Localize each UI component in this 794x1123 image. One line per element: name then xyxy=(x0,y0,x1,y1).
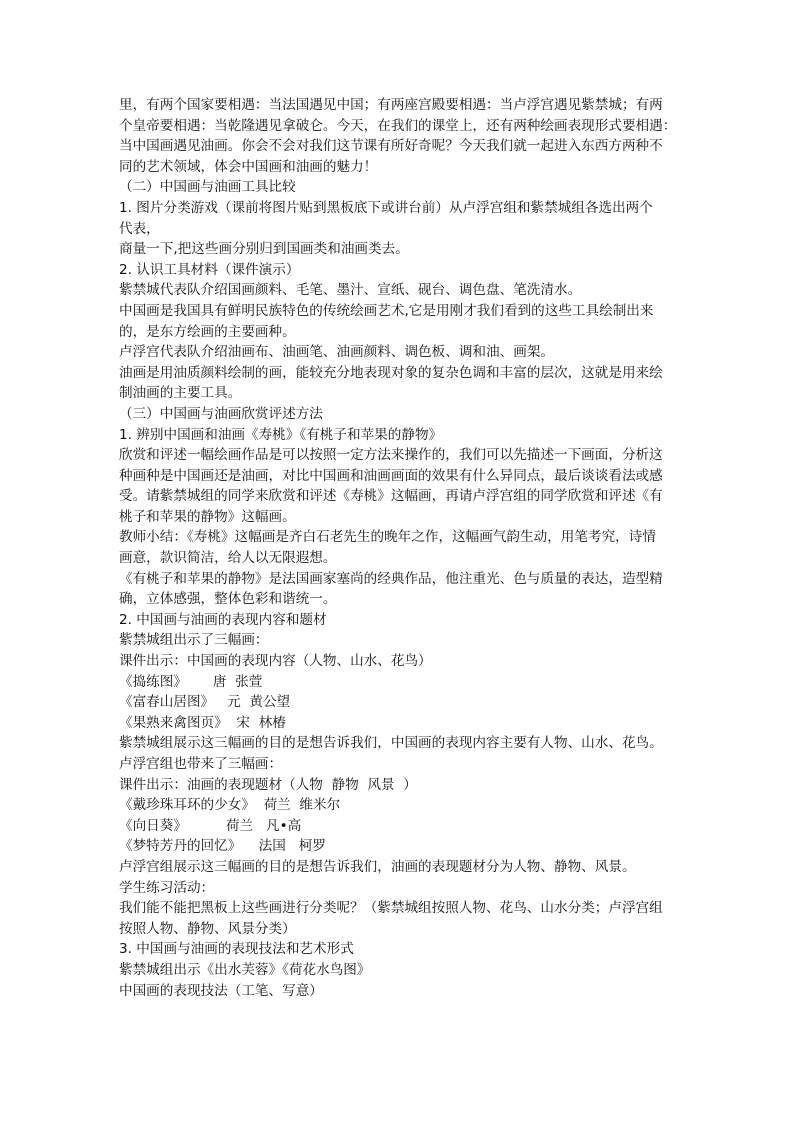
paragraph-line: 1. 图片分类游戏（课前将图片贴到黑板底下或讲台前）从卢浮宫组和紫禁城组各选出两个 xyxy=(119,199,653,216)
paragraph-line: 画意，款识简洁，给人以无限遐想。 xyxy=(119,550,337,567)
painting-entry: 《向日葵》 荷兰 凡•高 xyxy=(119,817,302,834)
paragraph-line: 桃子和苹果的静物》这幅画。 xyxy=(119,508,296,525)
paragraph-line: 制油画的主要工具。 xyxy=(119,385,242,402)
paragraph-line: 代表， xyxy=(119,220,160,237)
painting-entry: 《戴珍珠耳环的少女》 荷兰 维米尔 xyxy=(119,797,341,814)
paragraph-line: 紫禁城代表队介绍国画颜料、毛笔、墨汁、宣纸、砚台、调色盘、笔洗清水。 xyxy=(119,282,582,299)
paragraph-line: 卢浮宫组展示这三幅画的目的是想告诉我们，油画的表现题材分为人物、静物、风景。 xyxy=(119,858,636,875)
paragraph-line: 欣赏和评述一幅绘画作品是可以按照一定方法来操作的，我们可以先描述一下画面，分析这 xyxy=(119,447,663,464)
paragraph-line: 教师小结：《寿桃》这幅画是齐白石老先生的晚年之作，这幅画气韵生动，用笔考究，诗情 xyxy=(119,529,656,546)
paragraph-line: 当中国画遇见油画。你会不会对我们这节课有所好奇呢？今天我们就一起进入东西方两种不 xyxy=(119,138,663,155)
paragraph-line: 课件出示：中国画的表现内容（人物、山水、花鸟） xyxy=(119,653,432,670)
subsection-heading: 1. 辨别中国画和油画《寿桃》《有桃子和苹果的静物》 xyxy=(119,426,443,443)
subsection-heading: 2. 认识工具材料（课件演示） xyxy=(119,261,300,278)
paragraph-line: 种画种是中国画还是油画，对比中国画和油画画面的效果有什么异同点，最后谈谈看法或感 xyxy=(119,467,663,484)
section-heading: （二）中国画与油画工具比较 xyxy=(119,179,296,196)
paragraph-line: 紫禁城组出示了三幅画： xyxy=(119,632,269,649)
paragraph-line: 按照人物、静物、风景分类） xyxy=(119,920,296,937)
paragraph-line: 个皇帝要相遇：当乾隆遇见拿破仑。今天，在我们的课堂上，还有两种绘画表现形式要相遇： xyxy=(119,117,677,134)
paragraph-line: 中国画是我国具有鲜明民族特色的传统绘画艺术,它是用刚才我们看到的这些工具绘制出来 xyxy=(119,302,654,319)
paragraph-line: 《有桃子和苹果的静物》是法国画家塞尚的经典作品，他注重光、色与质量的表达，造型精 xyxy=(119,570,663,587)
paragraph-line: 的，是东方绘画的主要画种。 xyxy=(119,323,296,340)
paragraph-line: 卢浮宫组也带来了三幅画： xyxy=(119,756,283,772)
paragraph-line: 商量一下,把这些画分别归到国画类和油画类去。 xyxy=(119,241,409,258)
subsection-heading: 2. 中国画与油画的表现内容和题材 xyxy=(119,611,327,628)
paragraph-line: 紫禁城组出示《出水芙蓉》《荷花水鸟图》 xyxy=(119,961,371,978)
paragraph-line: 受。请紫禁城组的同学来欣赏和评述《寿桃》这幅画，再请卢浮宫组的同学欣赏和评述《有 xyxy=(119,488,663,505)
painting-entry: 《梦特芳丹的回忆》 法国 柯罗 xyxy=(119,838,326,855)
painting-entry: 《果熟来禽图页》 宋 林椿 xyxy=(119,714,286,731)
paragraph-line: 同的艺术领域，体会中国画和油画的魅力！ xyxy=(119,158,378,175)
section-heading: （三）中国画与油画欣赏评述方法 xyxy=(119,405,323,422)
paragraph-line: 学生练习活动： xyxy=(119,879,215,896)
subsection-heading: 3. 中国画与油画的表现技法和艺术形式 xyxy=(119,941,354,958)
paragraph-line: 卢浮宫代表队介绍油画布、油画笔、油画颜料、调色板、调和油、画架。 xyxy=(119,344,554,361)
paragraph-line: 紫禁城组展示这三幅画的目的是想告诉我们，中国画的表现内容主要有人物、山水、花鸟。 xyxy=(119,735,663,752)
paragraph-line: 中国画的表现技法（工笔、写意） xyxy=(119,982,323,999)
painting-entry: 《富春山居图》 元 黄公望 xyxy=(119,694,291,711)
paragraph-line: 油画是用油质颜料绘制的画，能较充分地表现对象的复杂色调和丰富的层次，这就是用来绘 xyxy=(119,364,663,381)
paragraph-line: 里，有两个国家要相遇：当法国遇见中国；有两座宫殿要相遇：当卢浮宫遇见紫禁城；有两 xyxy=(119,97,663,113)
painting-entry: 《捣练图》 唐 张萱 xyxy=(119,673,263,690)
paragraph-line: 我们能不能把黑板上这些画进行分类呢？（紫禁城组按照人物、花鸟、山水分类；卢浮宫组 xyxy=(119,900,663,917)
paragraph-line: 课件出示：油画的表现题材（人物 静物 风景 ） xyxy=(119,776,417,793)
document-body xyxy=(119,95,679,1001)
paragraph-line: 确，立体感强，整体色彩和谐统一。 xyxy=(119,591,337,608)
